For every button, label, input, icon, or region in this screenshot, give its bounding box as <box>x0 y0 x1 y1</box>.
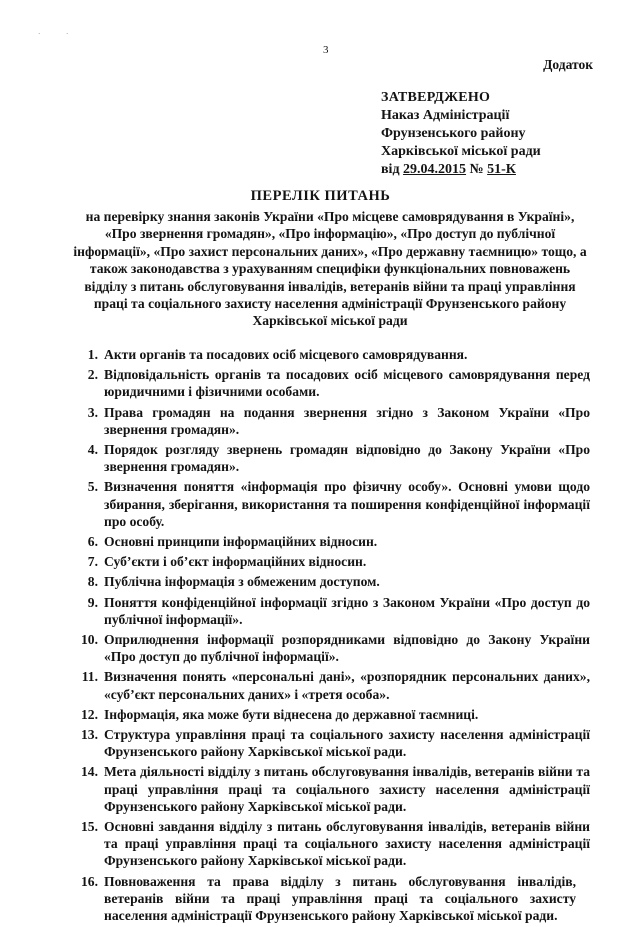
approval-date-line <box>381 161 541 179</box>
number-sign: № <box>466 162 488 177</box>
list-item <box>68 818 590 870</box>
item-number: 11. <box>81 669 98 685</box>
list-item <box>68 706 590 723</box>
item-number: 8. <box>87 574 98 590</box>
item-number: 5. <box>87 479 98 495</box>
page-number: 3 <box>323 44 329 56</box>
list-item <box>68 553 590 570</box>
list-item <box>68 346 590 363</box>
item-text: Повноваження та права відділу з питань обслуговування інвалідів, ветеранів війни та праці управління праці та соціального захисту населення адміністрації Фрунзенського району Харківської міської ради. <box>104 873 576 924</box>
questions-list <box>68 346 590 927</box>
approval-block <box>381 89 541 179</box>
order-number: 51-К <box>487 162 516 177</box>
approval-council-line: Харківської міської ради <box>381 144 541 159</box>
item-number: 10. <box>81 632 98 648</box>
date-prefix: від <box>381 162 404 177</box>
item-text: Суб’єкти і об’єкт інформаційних відносин. <box>104 554 367 570</box>
item-number: 12. <box>81 706 98 722</box>
scan-speck: · <box>66 30 69 38</box>
item-text: Поняття конфіденційної інформації згідно з Законом України «Про доступ до публічної інформації». <box>104 594 590 627</box>
approval-district-line: Фрунзенського району <box>381 126 526 141</box>
item-number: 16. <box>81 873 98 889</box>
list-item <box>68 441 590 475</box>
item-number: 2. <box>87 367 98 383</box>
item-text: Визначення понять «персональні дані», «розпорядник персональних даних», «суб’єкт персональних даних» і «третя особа». <box>104 669 590 702</box>
approval-heading: ЗАТВЕРДЖЕНО <box>381 90 491 105</box>
item-text: Мета діяльності відділу з питань обслуговування інвалідів, ветеранів війни та праці управління праці та соціального захисту населення адміністрації Фрунзенського району Харківської міської ради. <box>104 764 590 814</box>
item-text: Основні завдання відділу з питань обслуговування інвалідів, ветеранів війни та праці управління праці та соціального захисту населення адміністрації Фрунзенського району Харківської міської ради. <box>104 819 590 869</box>
item-text: Акти органів та посадових осіб місцевого самоврядування. <box>104 347 468 362</box>
order-date: 29.04.2015 <box>403 162 467 177</box>
item-text: Визначення поняття «інформація про фізичну особу». Основні умови щодо збирання, зберігання, використання та поширення конфіденційної інформації про особу. <box>104 479 590 529</box>
document-subtitle: на перевірку знання законів України «Про місцеве самоврядування в Україні», «Про звернення громадян», «Про інформацію», «Про доступ до публічної інформації», «Про захист персональних даних», «Про державну таємницю» тощо, а також законодавства з урахуванням специфіки функціональних повноважень відділу з питань обслуговування інвалідів, ветеранів війни та праці управління праці та соціального захисту населення адміністрації Фрунзенського району Харківської міської ради <box>73 209 587 329</box>
list-item <box>68 594 590 628</box>
item-number: 13. <box>81 727 98 743</box>
item-text: Оприлюднення інформації розпорядниками відповідно до Закону України «Про доступ до публічної інформації». <box>104 632 590 665</box>
item-text: Відповідальність органів та посадових осіб місцевого самоврядування перед юридичними і фізичними особами. <box>104 367 590 400</box>
item-number: 4. <box>87 442 98 458</box>
item-text: Порядок розгляду звернень громадян відповідно до Закону України «Про звернення громадян». <box>104 442 590 475</box>
list-item <box>68 726 590 760</box>
item-text: Права громадян на подання звернення згідно з Законом України «Про звернення громадян». <box>104 404 590 437</box>
item-number: 7. <box>87 554 98 570</box>
item-number: 1. <box>87 347 98 362</box>
scan-speck: · <box>38 30 41 38</box>
approval-order-line: Наказ Адміністрації <box>381 108 510 123</box>
item-text: Інформація, яка може бути віднесена до державної таємниці. <box>104 706 479 722</box>
item-number: 3. <box>87 404 98 420</box>
list-item <box>68 573 590 590</box>
item-number: 6. <box>87 534 98 550</box>
item-number: 15. <box>81 819 98 835</box>
document-title: ПЕРЕЛІК ПИТАНЬ <box>250 188 391 204</box>
list-item <box>68 763 590 815</box>
item-text: Структура управління праці та соціального захисту населення адміністрації Фрунзенського району Харківської міської ради. <box>104 727 590 760</box>
item-number: 9. <box>87 594 98 610</box>
list-item <box>68 631 590 665</box>
list-item <box>68 873 590 925</box>
list-item <box>68 668 590 702</box>
list-item <box>68 478 590 530</box>
item-number: 14. <box>81 764 98 780</box>
list-item <box>68 404 590 438</box>
item-text: Основні принципи інформаційних відносин. <box>104 534 378 550</box>
appendix-label: Додаток <box>543 57 593 72</box>
list-item <box>68 366 590 400</box>
item-text: Публічна інформація з обмеженим доступом. <box>104 574 380 590</box>
list-item <box>68 533 590 550</box>
